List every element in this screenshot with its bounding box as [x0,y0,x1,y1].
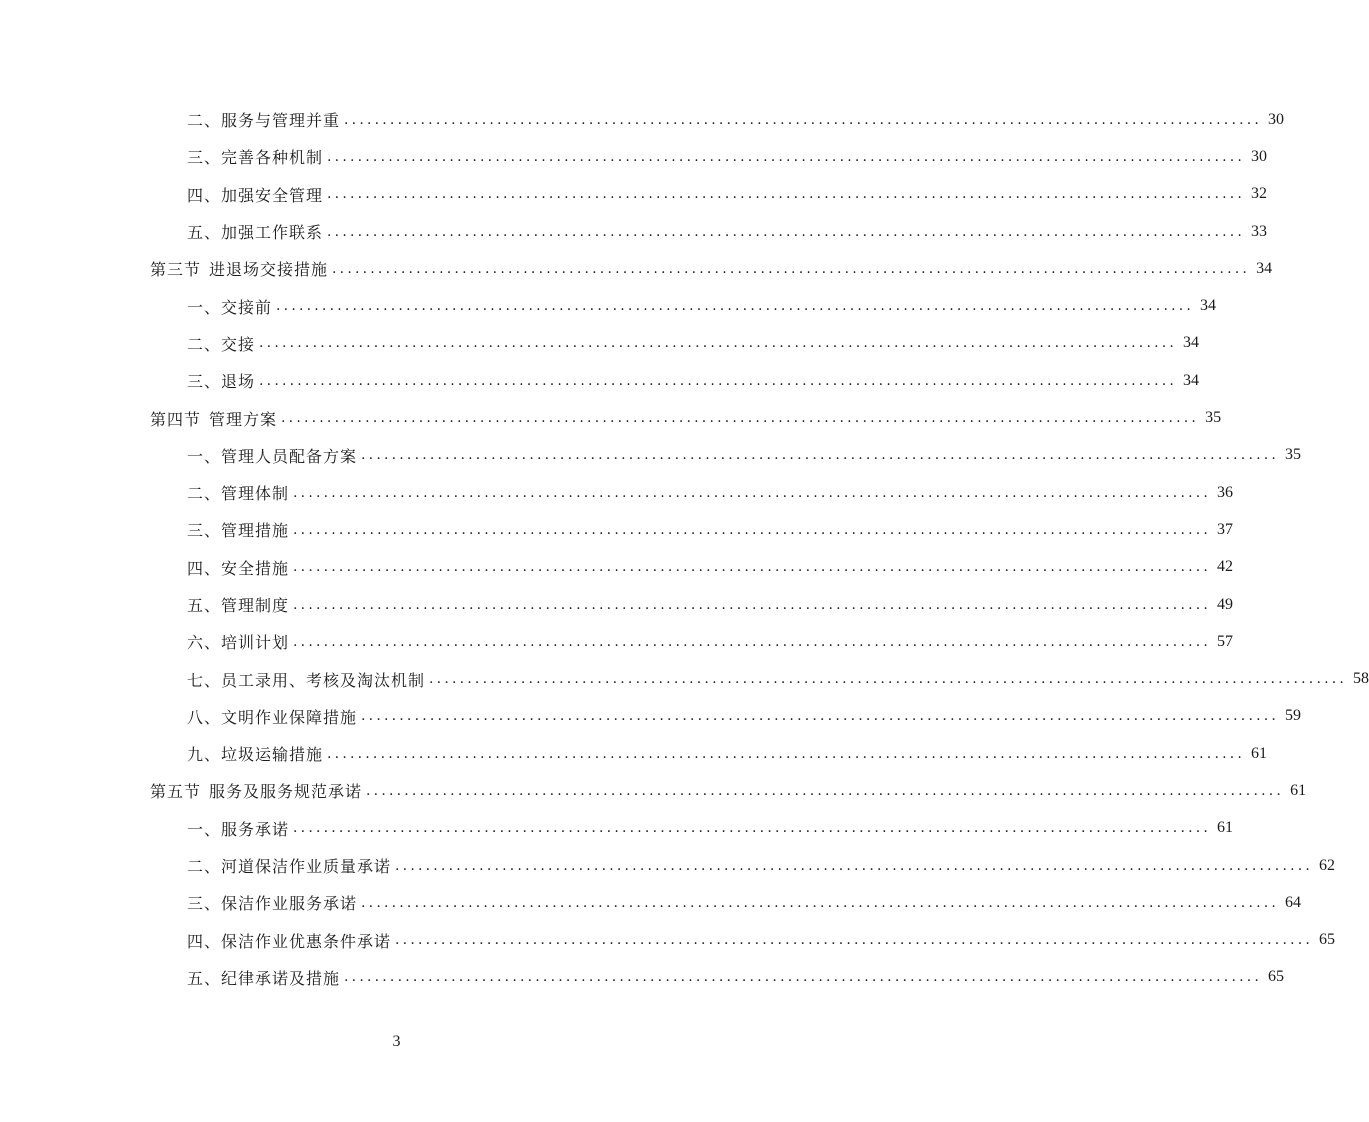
table-of-contents [0,101,1369,996]
toc-entry-title [150,257,328,280]
toc-subsection-entry[interactable] [0,810,1234,847]
toc-section-entry[interactable] [0,772,1307,809]
toc-dot-leader: ........................................................................................................................ [361,708,1280,725]
toc-title-text: 一、服务承诺 [187,819,290,839]
toc-dot-leader: ........................................................................................................................ [327,148,1246,165]
toc-subsection-entry[interactable] [0,922,1336,959]
toc-title-text: 二、河道保洁作业质量承诺 [187,857,392,877]
toc-dot-leader: ........................................................................................................................ [293,820,1212,837]
toc-dot-leader: ........................................................................................................................ [281,410,1200,427]
toc-title-text: 一、管理人员配备方案 [187,446,358,466]
toc-title-text: 二、服务与管理并重 [187,111,341,131]
toc-page-number: 64 [1285,893,1302,911]
toc-entry-title [187,630,289,653]
toc-title-text: 五、加强工作联系 [187,223,324,243]
toc-dot-leader: ........................................................................................................................ [361,894,1280,911]
toc-dot-leader: ........................................................................................................................ [344,111,1263,128]
toc-entry-title [187,444,357,467]
toc-section-entry[interactable] [0,250,1273,287]
toc-page-number: 35 [1285,446,1302,464]
toc-entry-title [187,966,340,989]
toc-page-number: 65 [1268,968,1285,986]
toc-dot-leader: ........................................................................................................................ [259,372,1178,389]
toc-title-text: 管理方案 [209,409,278,429]
toc-section-entry[interactable] [0,399,1222,436]
toc-entry-title [187,369,255,392]
toc-page-number: 36 [1217,483,1234,501]
toc-entry-title [187,220,323,243]
toc-page-number: 30 [1268,110,1285,128]
toc-page-number: 61 [1217,819,1234,837]
toc-title-text: 五、纪律承诺及措施 [187,968,341,988]
toc-page-number: 33 [1251,222,1268,240]
toc-subsection-entry[interactable] [0,660,1369,697]
toc-entry-title [187,929,391,952]
toc-entry-title [187,518,289,541]
toc-title-text: 六、培训计划 [187,633,290,653]
toc-subsection-entry[interactable] [0,884,1302,921]
toc-entry-title [150,407,277,430]
toc-dot-leader: ........................................................................................................................ [293,521,1212,538]
toc-dot-leader: ........................................................................................................................ [344,969,1263,986]
toc-entry-title [187,183,323,206]
toc-entry-title [187,854,391,877]
toc-title-text: 九、垃圾运输措施 [187,745,324,765]
toc-dot-leader: ........................................................................................................................ [429,671,1348,688]
toc-title-text: 四、保洁作业优惠条件承诺 [187,931,392,951]
toc-page-number: 65 [1319,931,1336,949]
toc-subsection-entry[interactable] [0,325,1200,362]
toc-entry-title [187,332,255,355]
toc-page-number: 35 [1205,409,1222,427]
toc-dot-leader: ........................................................................................................................ [293,596,1212,613]
toc-entry-title [187,668,425,691]
toc-dot-leader: ........................................................................................................................ [327,745,1246,762]
toc-title-text: 八、文明作业保障措施 [187,707,358,727]
toc-page-number: 34 [1200,297,1217,315]
toc-page-number: 58 [1353,670,1369,688]
toc-entry-title [187,481,289,504]
toc-entry-title [150,779,362,802]
toc-title-text: 二、管理体制 [187,484,290,504]
toc-subsection-entry[interactable] [0,138,1268,175]
toc-title-text: 二、交接 [187,334,256,354]
toc-dot-leader: ........................................................................................................................ [327,223,1246,240]
toc-dot-leader: ........................................................................................................................ [366,782,1285,799]
toc-dot-leader: ........................................................................................................................ [395,932,1314,949]
toc-subsection-entry[interactable] [0,101,1285,138]
toc-subsection-entry[interactable] [0,287,1217,324]
page-number: 3 [392,1033,401,1050]
toc-page-number: 34 [1256,259,1273,277]
toc-entry-title [187,891,357,914]
toc-subsection-entry[interactable] [0,437,1302,474]
toc-subsection-entry[interactable] [0,549,1234,586]
toc-page-number: 34 [1183,334,1200,352]
toc-entry-title [187,817,289,840]
toc-page-number: 59 [1285,707,1302,725]
toc-subsection-entry[interactable] [0,213,1268,250]
toc-entry-title [187,705,357,728]
toc-dot-leader: ........................................................................................................................ [395,857,1314,874]
toc-page-number: 57 [1217,632,1234,650]
toc-subsection-entry[interactable] [0,586,1234,623]
toc-subsection-entry[interactable] [0,176,1268,213]
toc-section-number: 第五节 [150,782,202,802]
toc-dot-leader: ........................................................................................................................ [327,186,1246,203]
toc-title-text: 服务及服务规范承诺 [209,782,363,802]
toc-entry-title [187,593,289,616]
toc-subsection-entry[interactable] [0,362,1200,399]
toc-dot-leader: ........................................................................................................................ [293,559,1212,576]
toc-title-text: 一、交接前 [187,297,273,317]
toc-page-number: 49 [1217,595,1234,613]
toc-subsection-entry[interactable] [0,847,1336,884]
toc-title-text: 四、安全措施 [187,558,290,578]
toc-page-number: 42 [1217,558,1234,576]
toc-title-text: 五、管理制度 [187,596,290,615]
toc-subsection-entry[interactable] [0,511,1234,548]
toc-dot-leader: ........................................................................................................................ [293,484,1212,501]
toc-entry-title [187,295,272,318]
toc-title-text: 三、完善各种机制 [187,148,324,168]
toc-subsection-entry[interactable] [0,623,1234,660]
toc-subsection-entry[interactable] [0,474,1234,511]
toc-page-number: 61 [1251,744,1268,762]
toc-page-number: 37 [1217,520,1234,538]
toc-subsection-entry[interactable] [0,698,1302,735]
toc-page-number: 32 [1251,185,1268,203]
toc-section-number: 第三节 [150,260,202,280]
toc-dot-leader: ........................................................................................................................ [259,335,1178,352]
toc-page-number: 61 [1290,781,1307,799]
toc-entry-title [187,556,289,579]
toc-page-number: 62 [1319,856,1336,874]
toc-entry-title [187,108,340,131]
toc-page-number: 30 [1251,147,1268,165]
toc-dot-leader: ........................................................................................................................ [361,447,1280,464]
toc-title-text: 三、保洁作业服务承诺 [187,894,358,914]
toc-dot-leader: ........................................................................................................................ [293,633,1212,650]
toc-entry-title [187,742,323,765]
toc-dot-leader: ........................................................................................................................ [332,260,1251,277]
toc-subsection-entry[interactable] [0,959,1285,996]
toc-entry-title [187,145,323,168]
toc-section-number: 第四节 [150,409,202,429]
toc-dot-leader: ........................................................................................................................ [276,298,1195,315]
toc-title-text: 七、员工录用、考核及淘汰机制 [187,670,426,690]
toc-title-text: 三、管理措施 [187,521,290,541]
toc-title-text: 进退场交接措施 [209,260,329,280]
toc-title-text: 四、加强安全管理 [187,185,324,205]
toc-page-number: 34 [1183,371,1200,389]
toc-subsection-entry[interactable] [0,735,1268,772]
toc-title-text: 三、退场 [187,372,256,392]
